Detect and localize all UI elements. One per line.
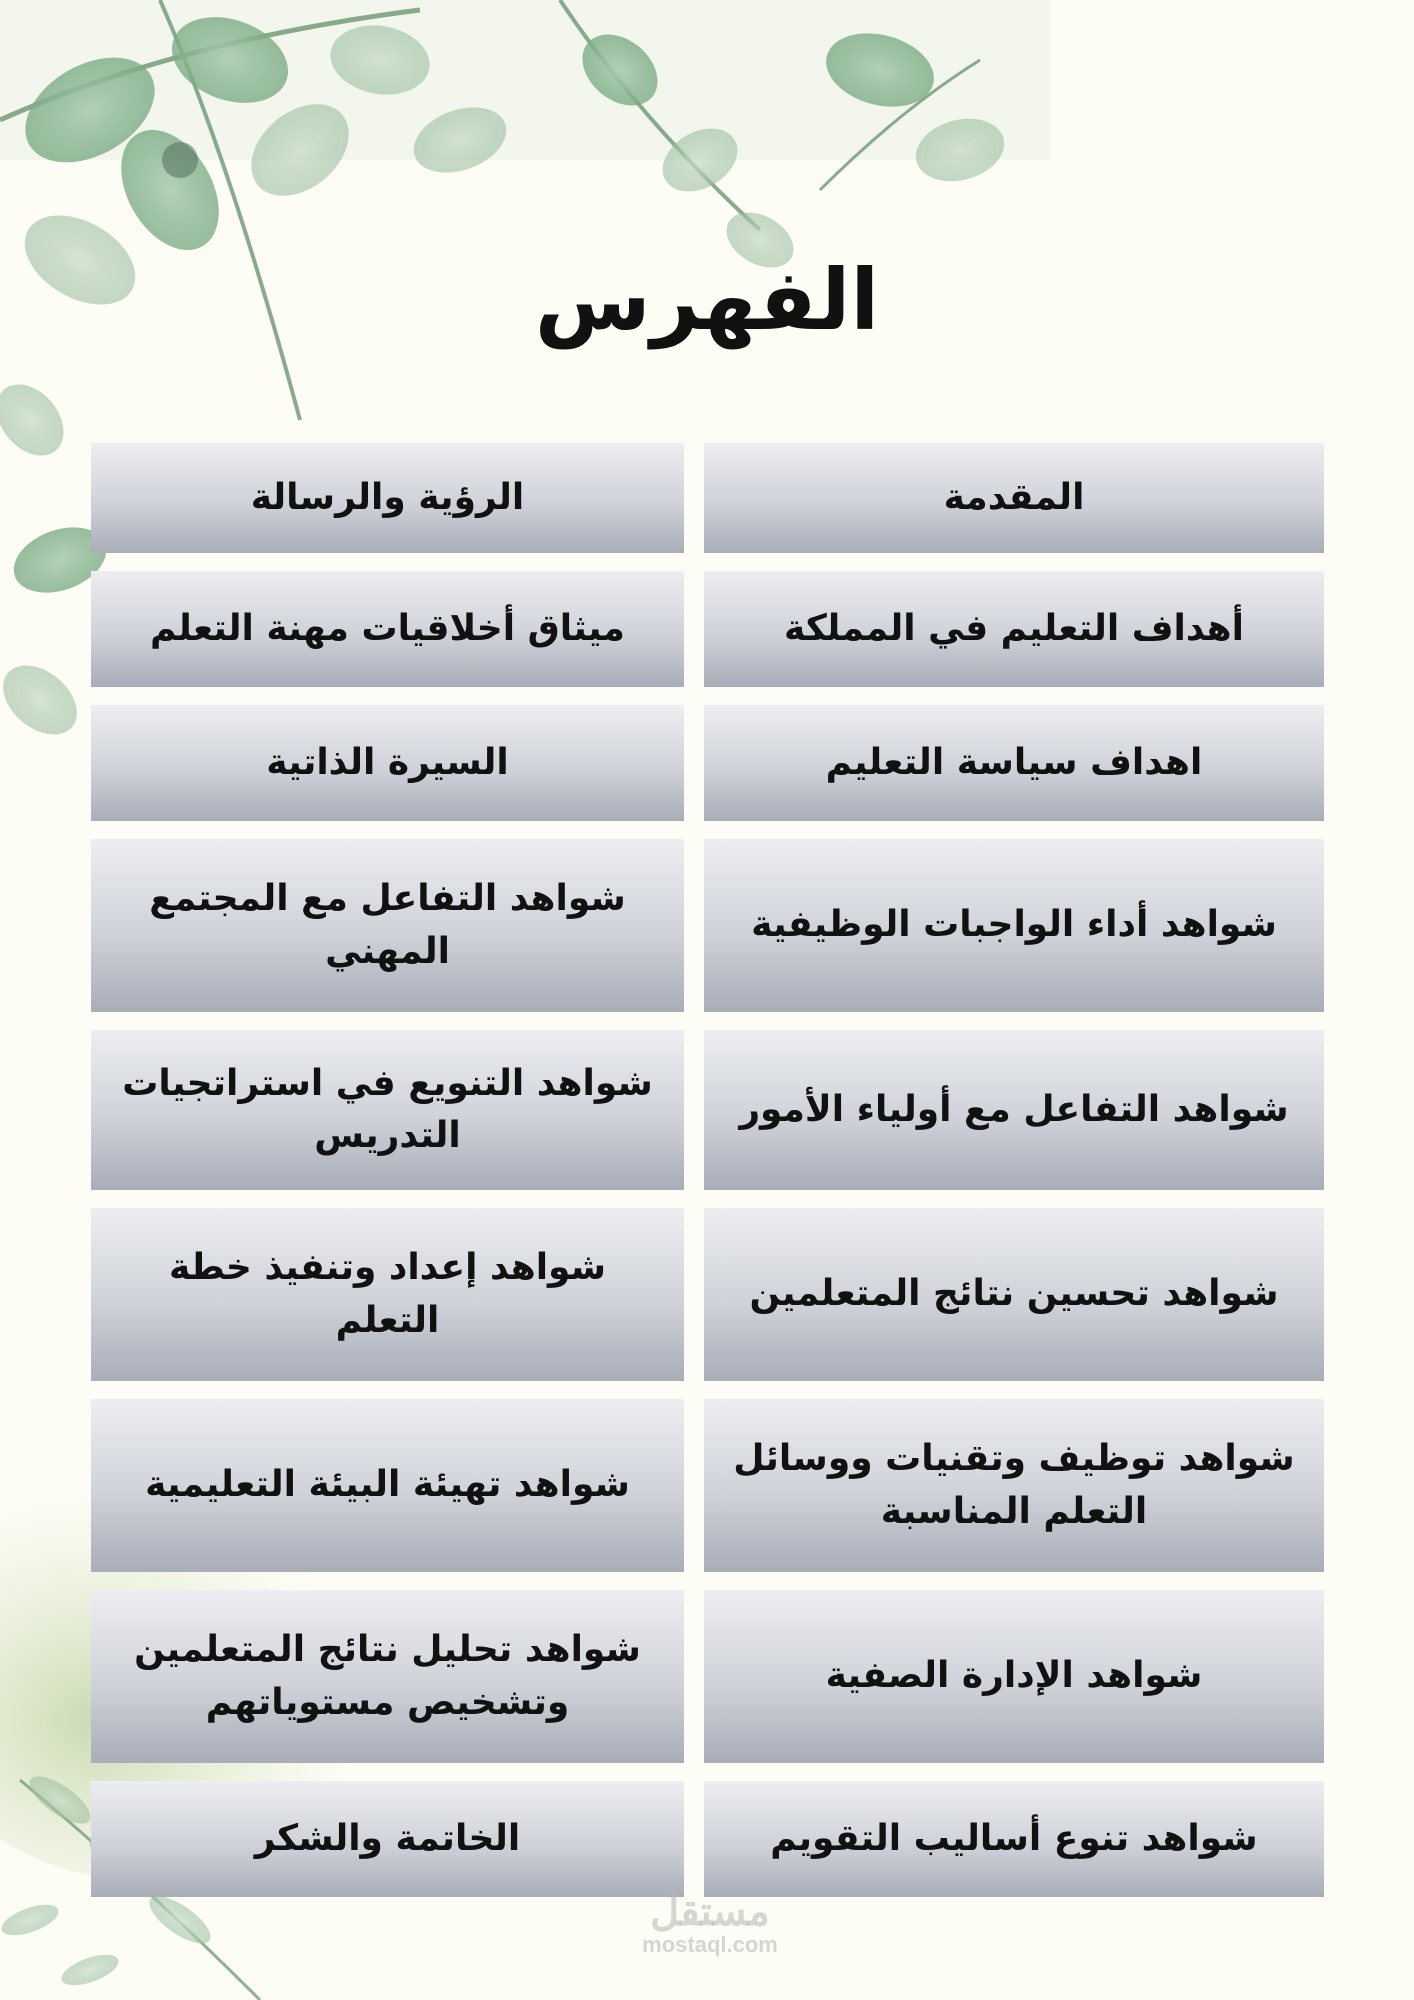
toc-item-professional-community[interactable]: شواهد التفاعل مع المجتمع المهني	[91, 839, 684, 1012]
watermark	[620, 1892, 800, 1958]
toc-item-learning-technology[interactable]: شواهد توظيف وتقنيات ووسائل التعلم المناسبة	[704, 1399, 1324, 1572]
toc-item-conclusion[interactable]: الخاتمة والشكر	[91, 1781, 684, 1897]
watermark-latin: mostaql.com	[642, 1932, 778, 1957]
toc-item-job-duties[interactable]: شواهد أداء الواجبات الوظيفية	[704, 839, 1324, 1012]
toc-grid	[91, 443, 1324, 1897]
toc-item-education-goals[interactable]: أهداف التعليم في المملكة	[704, 571, 1324, 687]
toc-item-cv[interactable]: السيرة الذاتية	[91, 705, 684, 821]
toc-item-improve-results[interactable]: شواهد تحسين نتائج المتعلمين	[704, 1208, 1324, 1381]
toc-item-parents-interaction[interactable]: شواهد التفاعل مع أولياء الأمور	[704, 1030, 1324, 1190]
toc-item-learning-environment[interactable]: شواهد تهيئة البيئة التعليمية	[91, 1399, 684, 1572]
toc-item-classroom-management[interactable]: شواهد الإدارة الصفية	[704, 1590, 1324, 1763]
toc-item-results-analysis[interactable]: شواهد تحليل نتائج المتعلمين وتشخيص مستوياتهم	[91, 1590, 684, 1763]
toc-item-teaching-strategies[interactable]: شواهد التنويع في استراتجيات التدريس	[91, 1030, 684, 1190]
toc-item-introduction[interactable]: المقدمة	[704, 443, 1324, 553]
toc-item-vision-mission[interactable]: الرؤية والرسالة	[91, 443, 684, 553]
toc-item-ethics-charter[interactable]: ميثاق أخلاقيات مهنة التعلم	[91, 571, 684, 687]
toc-item-learning-plan[interactable]: شواهد إعداد وتنفيذ خطة التعلم	[91, 1208, 684, 1381]
toc-item-assessment-methods[interactable]: شواهد تنوع أساليب التقويم	[704, 1781, 1324, 1897]
toc-item-policy-goals[interactable]: اهداف سياسة التعليم	[704, 705, 1324, 821]
page-title: الفهرس	[534, 251, 880, 349]
watermark-arabic: مستقل	[650, 1890, 770, 1934]
